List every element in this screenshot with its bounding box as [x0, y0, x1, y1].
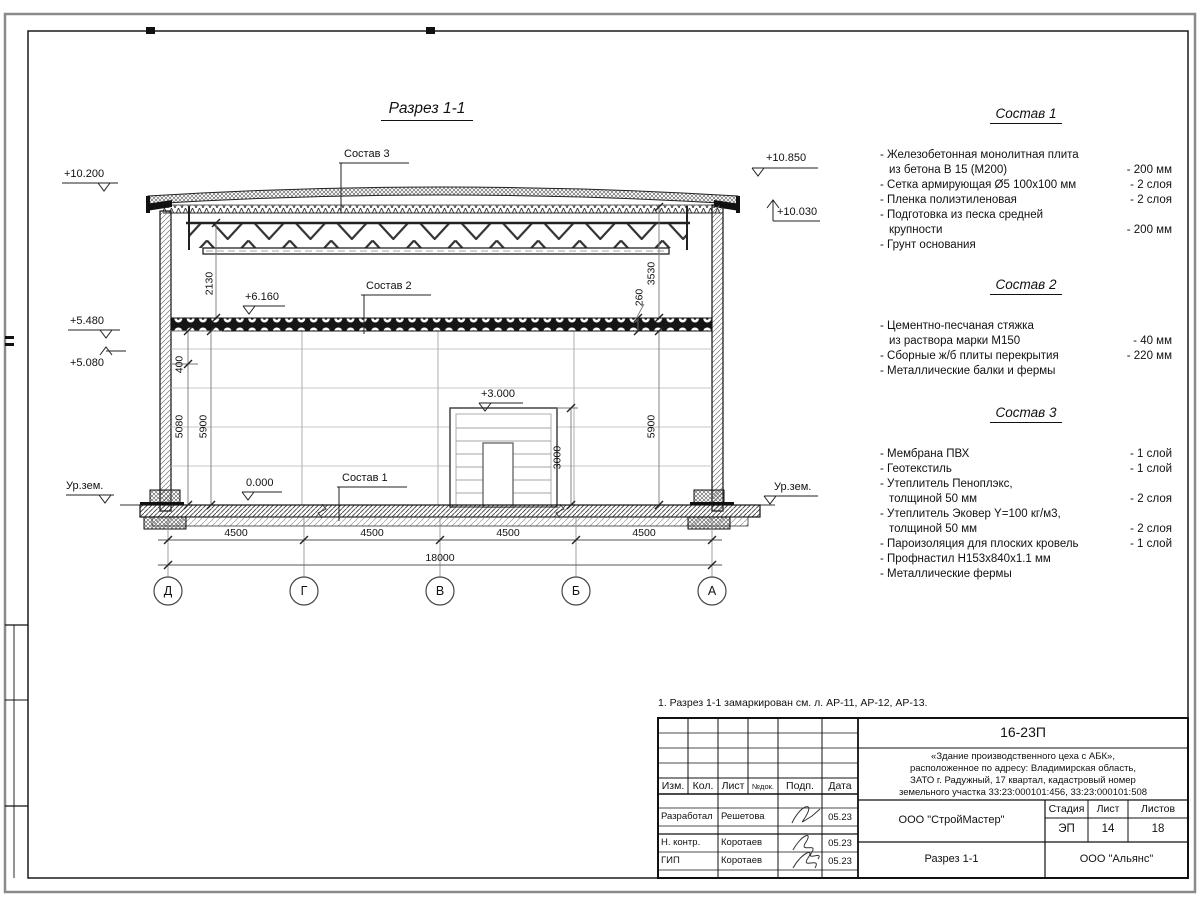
- axis-bubble-d: Д: [163, 584, 173, 598]
- dim-3530: 3530: [645, 261, 658, 286]
- spec-item: - Профнастил Н153х840х1.1 мм: [880, 553, 1051, 565]
- tb-name-developer: Решетова: [721, 811, 765, 822]
- tb-role-ncontrol: Н. контр.: [661, 837, 701, 848]
- spec-list-sostav-3: [880, 404, 1172, 582]
- tb-sheet-value: 14: [1101, 823, 1115, 835]
- dim-total: 18000: [425, 552, 455, 564]
- tb-desc-line3: ЗАТО г. Радужный, 17 квартал, кадастровый номер: [910, 775, 1136, 786]
- tb-stage-value: ЭП: [1058, 823, 1075, 835]
- spec-title: Состав 3: [880, 404, 1172, 423]
- level-mark-5480: +5.480: [70, 315, 104, 327]
- level-mark-10030: +10.030: [777, 206, 818, 218]
- spec-item: - Металлические балки и фермы: [880, 365, 1056, 377]
- sheet-note: 1. Разрез 1-1 замаркирован см. л. АР-11, АР-12, АР-13.: [658, 697, 928, 709]
- tb-header-izm: Изм.: [661, 780, 685, 792]
- level-mark-0000: 0.000: [246, 477, 274, 489]
- dim-bay-1: 4500: [224, 527, 248, 539]
- spec-item: - Пароизоляция для плоских кровель - 1 слой: [880, 538, 1172, 550]
- callout-sostav-1: Состав 1: [342, 472, 388, 484]
- spec-item: - Утеплитель Эковер Y=100 кг/м3, толщиной 50 мм - 2 слоя: [880, 508, 1172, 535]
- tb-sheets-label: Листов: [1140, 803, 1176, 815]
- tb-header-kol: Кол.: [692, 780, 714, 792]
- floor-slab: [171, 318, 712, 331]
- spec-item: - Железобетонная монолитная плита из бетона В 15 (М200) - 200 мм: [880, 149, 1172, 176]
- dim-5900-left: 5900: [197, 414, 210, 439]
- tb-desc-line1: «Здание производственного цеха с АБК»,: [931, 751, 1115, 762]
- spec-title: Состав 2: [880, 276, 1172, 295]
- spec-item: - Подготовка из песка средней крупности - 200 мм: [880, 209, 1172, 236]
- axis-bubble-b: Б: [571, 584, 581, 598]
- callout-sostav-3: Состав 3: [344, 148, 390, 160]
- tb-name-gip: Коротаев: [721, 855, 763, 866]
- level-mark-6160: +6.160: [245, 291, 279, 303]
- axis-bubble-g: Г: [300, 584, 308, 598]
- spec-title: Состав 1: [880, 105, 1172, 124]
- tb-name-ncontrol: Коротаев: [721, 837, 763, 848]
- spec-list-sostav-1: [880, 105, 1172, 253]
- ground-slab: [120, 490, 775, 529]
- dim-260: 260: [633, 288, 646, 307]
- tb-sheets-value: 18: [1151, 823, 1165, 835]
- tb-header-data: Дата: [828, 780, 852, 792]
- dim-5900-right: 5900: [645, 414, 658, 439]
- tb-doc-number: 16-23П: [1000, 724, 1046, 740]
- gate: [450, 408, 557, 507]
- dim-bay-2: 4500: [360, 527, 384, 539]
- tb-date-developer: 05.23: [828, 812, 852, 823]
- axis-bubble-a: А: [707, 584, 717, 598]
- tb-header-podp: Подп.: [786, 780, 814, 792]
- door: [483, 443, 513, 507]
- ground-level-label-right: Ур.зем.: [774, 481, 812, 493]
- drawing-title: [352, 100, 502, 121]
- spec-item: - Геотекстиль - 1 слой: [880, 463, 1172, 475]
- level-mark-5080: +5.080: [70, 357, 104, 369]
- spec-item: - Сетка армирующая Ø5 100x100 мм - 2 слоя: [880, 179, 1172, 191]
- tb-desc-line4: земельного участка 33:23:000101:456, 33:23:000101:508: [898, 787, 1148, 798]
- dim-bay-3: 4500: [496, 527, 520, 539]
- tb-org: ООО "СтройМастер": [898, 814, 1005, 826]
- dim-5080: 5080: [173, 414, 186, 439]
- level-mark-10200: +10.200: [64, 168, 105, 180]
- tb-stage-label: Стадия: [1048, 803, 1085, 815]
- tb-date-gip: 05.23: [828, 856, 852, 867]
- level-mark-3000: +3.000: [481, 388, 515, 400]
- spec-list-sostav-2: [880, 276, 1172, 379]
- level-mark-10850: +10.850: [766, 152, 807, 164]
- dim-400: 400: [173, 355, 186, 374]
- tb-date-ncontrol: 05.23: [828, 838, 852, 849]
- axis-bubble-v: В: [435, 584, 445, 598]
- tb-header-ndok: №док.: [752, 782, 774, 791]
- callout-sostav-2: Состав 2: [366, 280, 412, 292]
- ground-level-label-left: Ур.зем.: [66, 480, 104, 492]
- spec-item: - Металлические фермы: [880, 568, 1012, 580]
- tb-sheet-label: Лист: [1096, 803, 1120, 815]
- tb-client-org: ООО "Альянс": [1079, 853, 1154, 865]
- tb-role-gip: ГИП: [661, 855, 680, 866]
- spec-item: - Утеплитель Пеноплэкс, толщиной 50 мм - 2 слоя: [880, 478, 1172, 505]
- spec-item: - Мембрана ПВХ - 1 слой: [880, 448, 1172, 460]
- spec-item: - Цементно-песчаная стяжка из раствора марки М150 - 40 мм: [880, 320, 1172, 347]
- dim-3000: 3000: [551, 445, 564, 470]
- tb-header-list: Лист: [721, 780, 745, 792]
- drawing-title-text: Разрез 1-1: [381, 100, 474, 121]
- dim-bay-4: 4500: [632, 527, 656, 539]
- tb-desc-line2: расположенное по адресу: Владимирская область,: [909, 763, 1137, 774]
- spec-item: - Сборные ж/б плиты перекрытия - 220 мм: [880, 350, 1172, 362]
- tb-role-developer: Разработал: [661, 811, 713, 822]
- spec-item: - Грунт основания: [880, 239, 976, 251]
- spec-item: - Пленка полиэтиленовая - 2 слоя: [880, 194, 1172, 206]
- dim-2130: 2130: [203, 271, 216, 296]
- tb-sheet-title: Разрез 1-1: [924, 853, 979, 865]
- roof: [146, 187, 740, 213]
